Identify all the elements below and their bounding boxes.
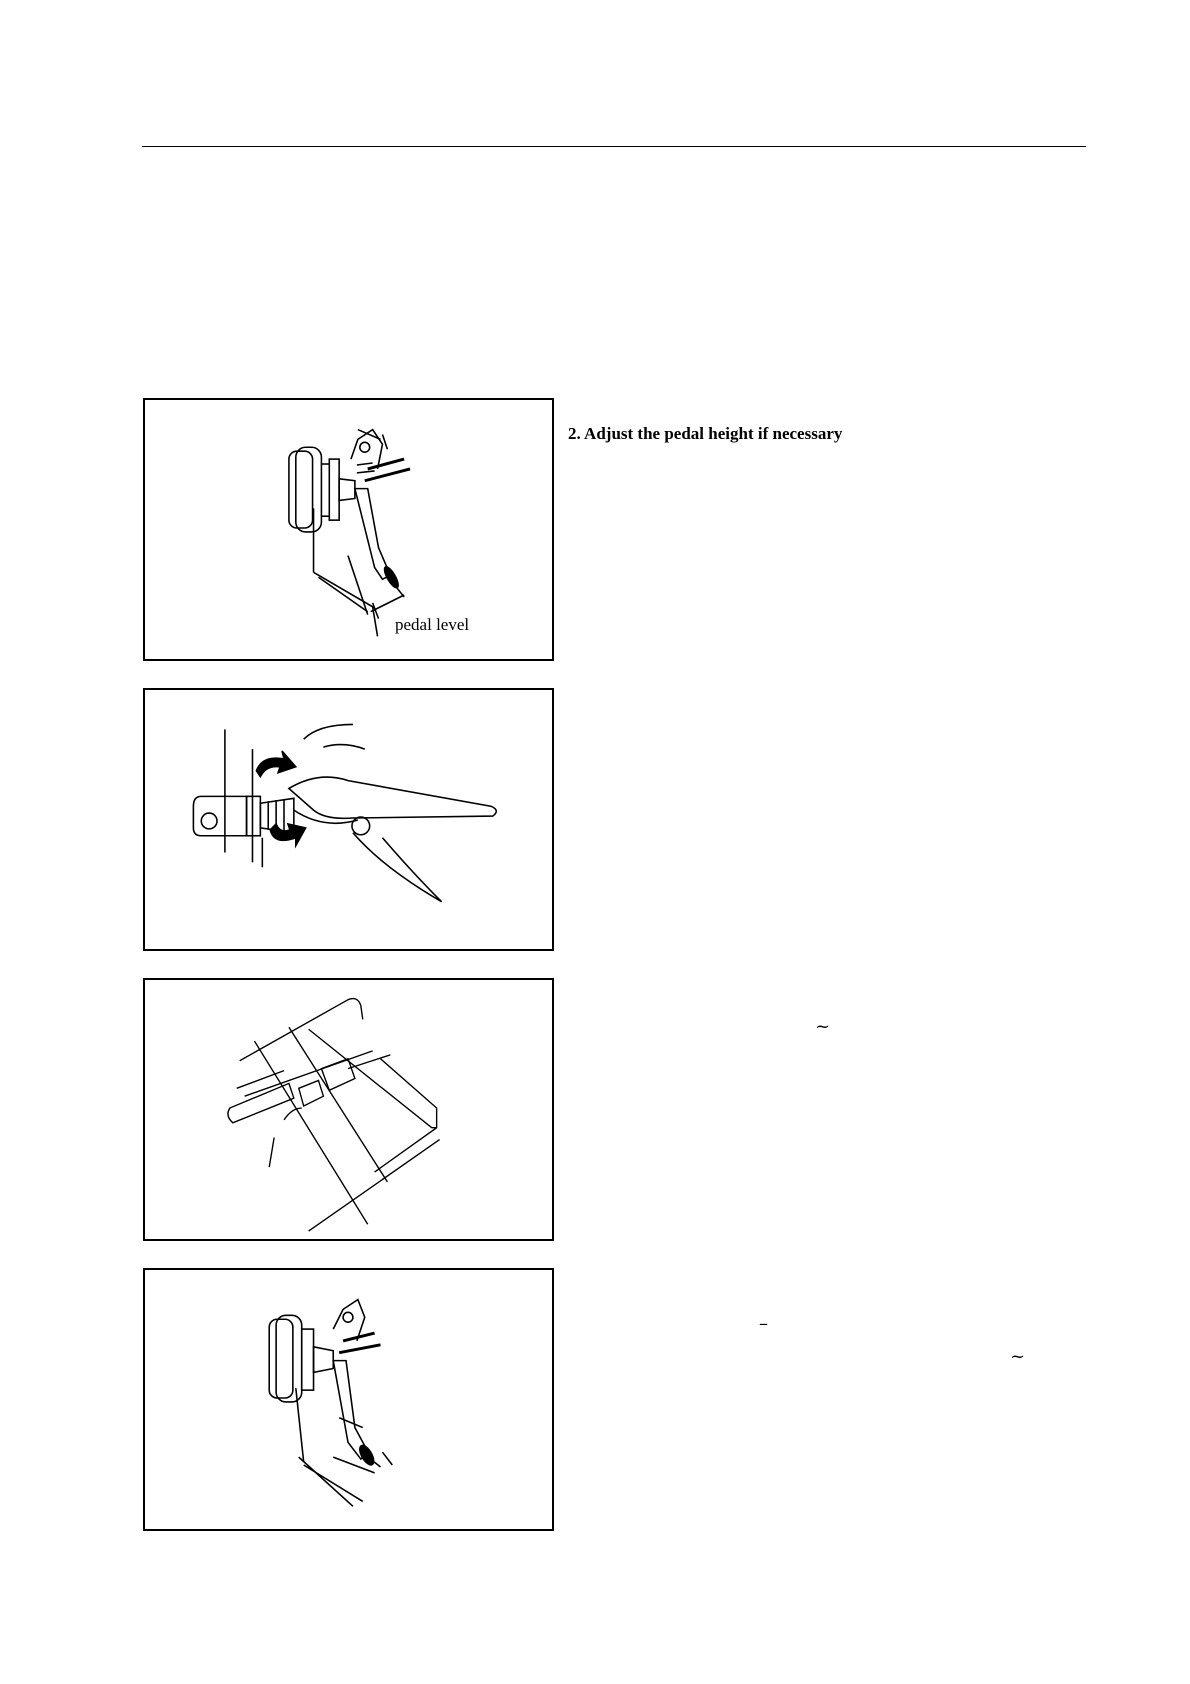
header-rule: [142, 146, 1086, 147]
dash-glyph: –: [759, 1313, 768, 1334]
switch-clearance-illustration: [145, 980, 552, 1239]
wrench-illustration: [145, 690, 552, 949]
step-heading: 2. Adjust the pedal height if necessary: [568, 424, 843, 443]
figure-free-play: [143, 1268, 554, 1531]
free-play-illustration: [145, 1270, 552, 1529]
tilde-glyph: ~: [815, 1016, 831, 1037]
pedal-level-label: pedal level: [395, 615, 470, 634]
figure-wrench-adjustment: [143, 688, 554, 951]
figure-switch-clearance: [143, 978, 554, 1241]
figure-pedal-height: [143, 398, 554, 661]
tilde-glyph-2: ~: [1010, 1346, 1026, 1367]
pedal-height-illustration: [145, 400, 552, 659]
